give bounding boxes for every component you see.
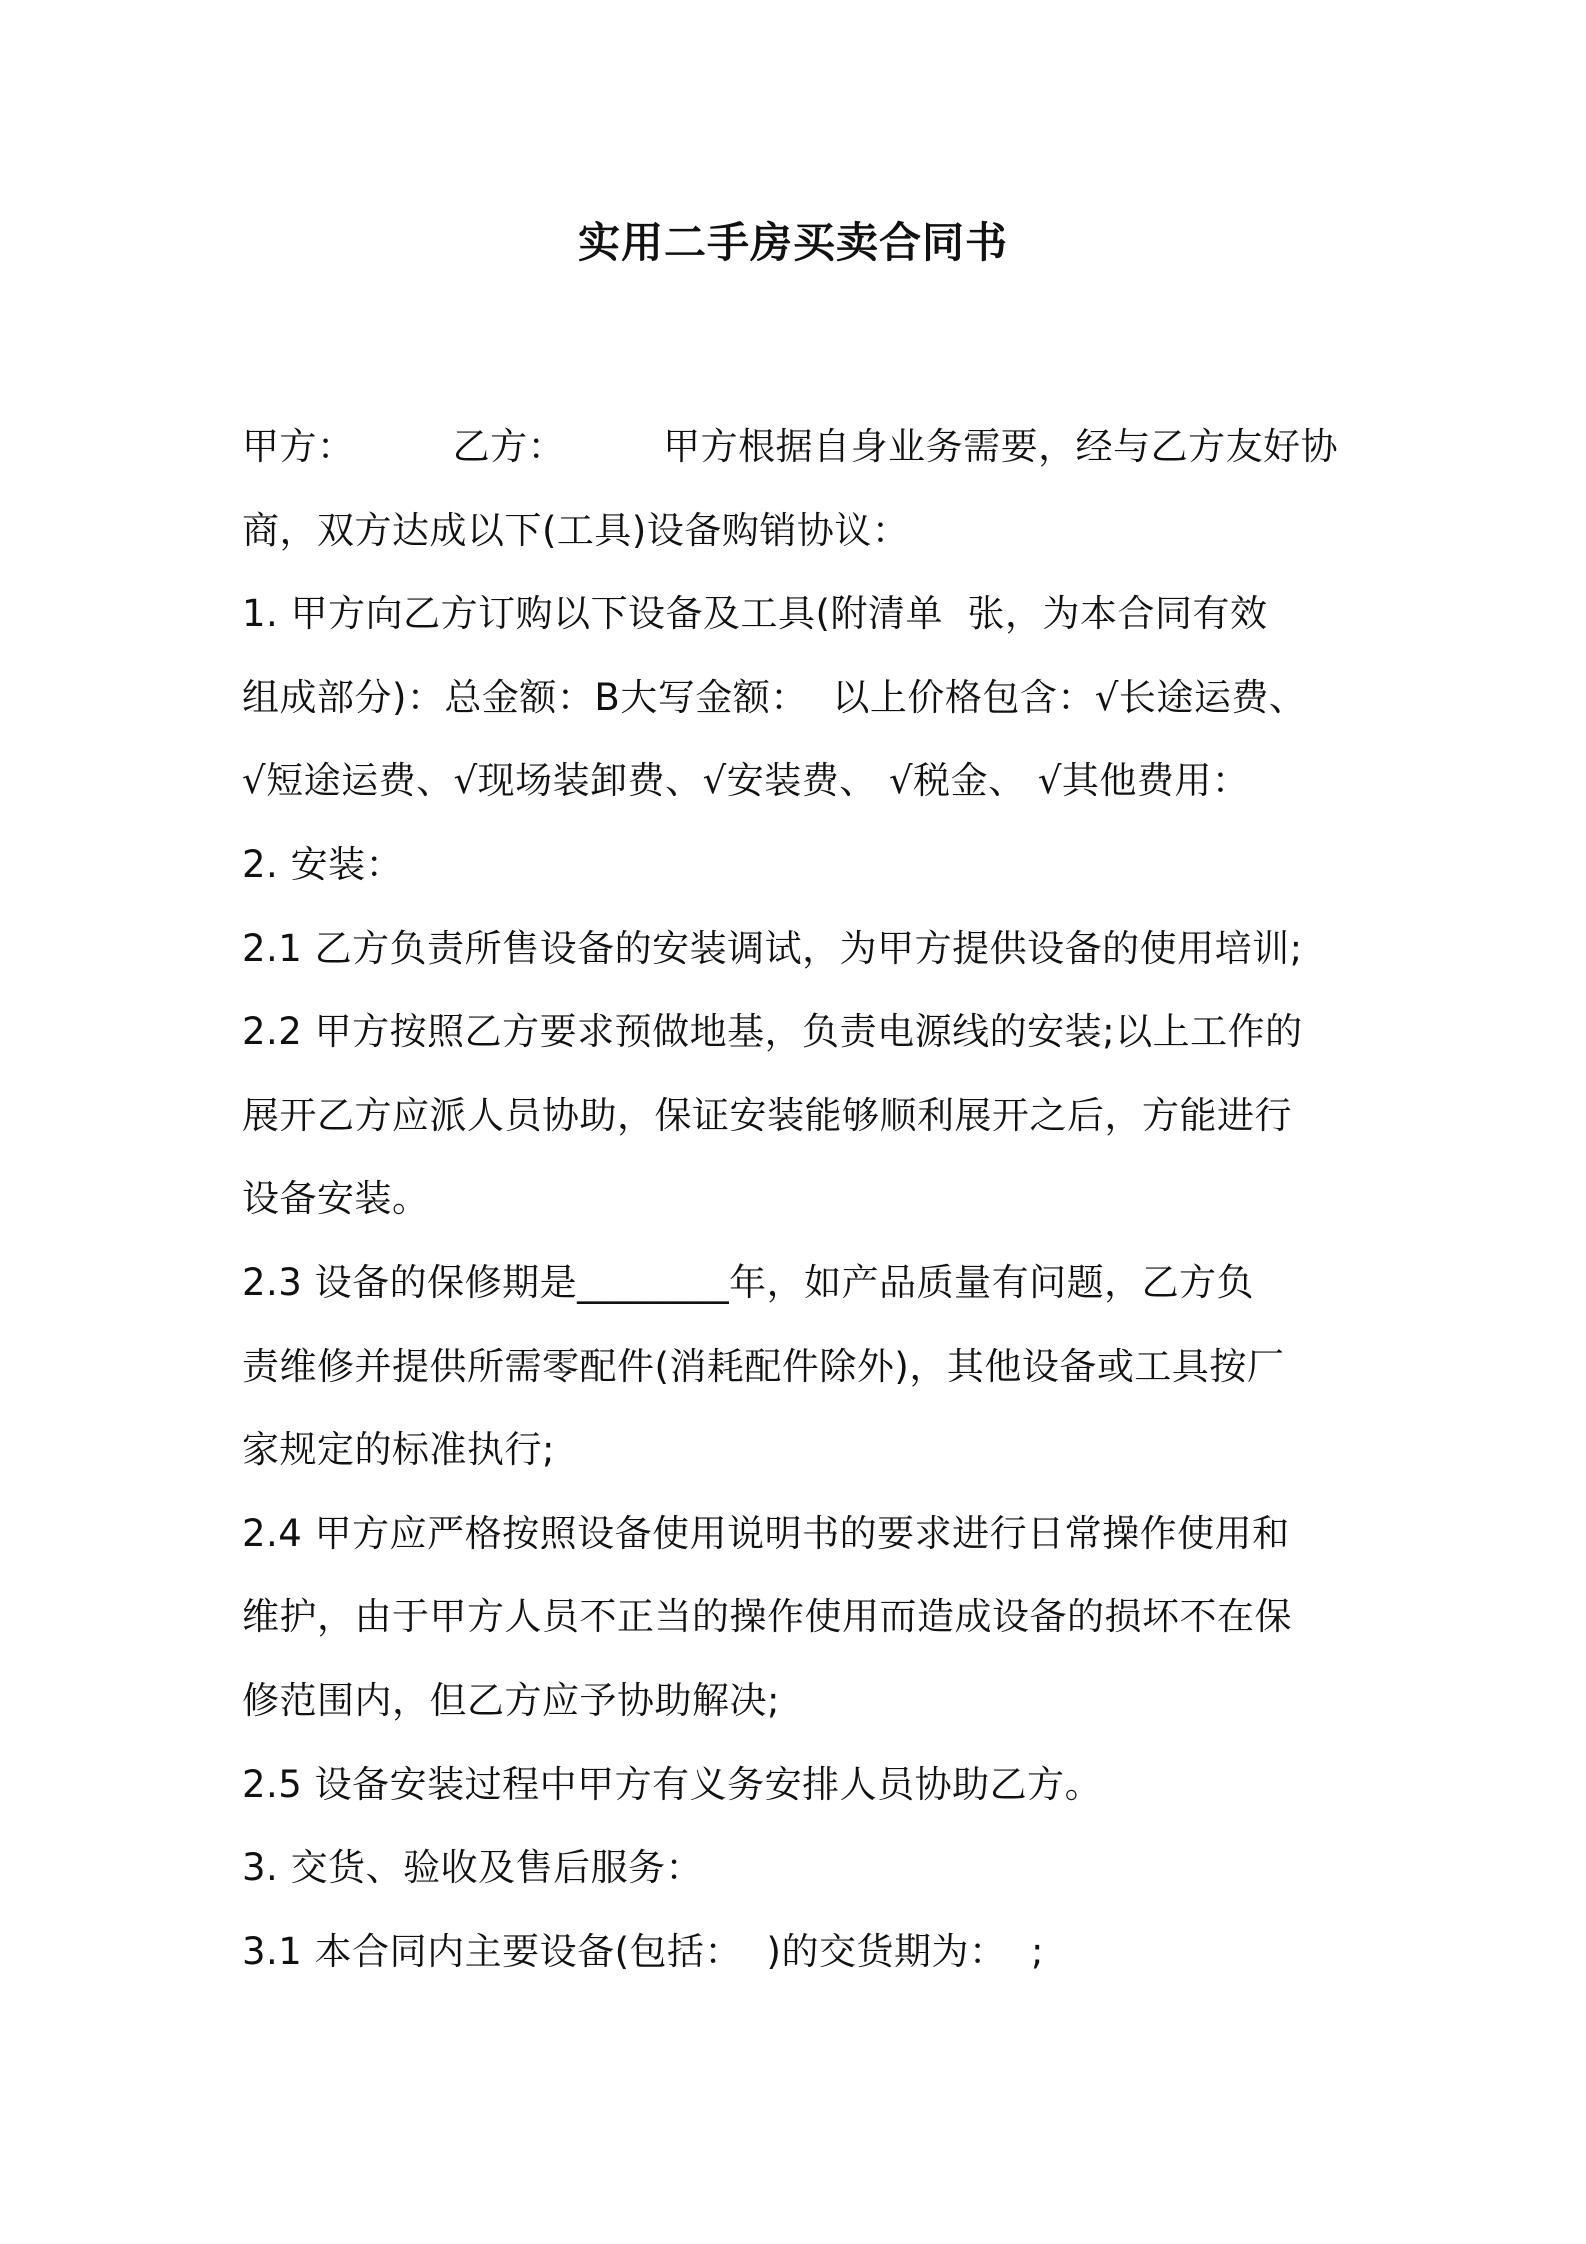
body-line: 甲方： 乙方： 甲方根据自身业务需要，经与乙方友好协 [242,425,1339,468]
document-title: 实用二手房买卖合同书 [577,218,1008,267]
body-line: 2.4 甲方应严格按照设备使用说明书的要求进行日常操作使用和 [242,1511,1290,1555]
body-line: 商，双方达成以下(工具)设备购销协议： [242,508,910,552]
body-line: 3. 交货、验收及售后服务： [242,1846,704,1890]
body-line: 3.1 本合同内主要设备(包括： )的交货期为： ; [242,1929,1044,1973]
body-line: 设备安装。 [242,1177,430,1221]
body-line: 2.1 乙方负责所售设备的安装调试，为甲方提供设备的使用培训; [242,926,1303,970]
body-line: 修范围内，但乙方应予协助解决; [242,1678,780,1722]
body-line: 展开乙方应派人员协助，保证安装能够顺利展开之后，方能进行 [242,1093,1292,1137]
body-line: √短途运费、√现场装卸费、√安装费、 √税金、 √其他费用： [242,759,1250,803]
body-line: 2. 安装： [242,842,404,886]
body-line: 家规定的标准执行; [242,1428,555,1472]
body-line: 组成部分)：总金额：B大写金额： 以上价格包含：√长途运费、 [242,675,1307,719]
body-line: 责维修并提供所需零配件(消耗配件除外)，其他设备或工具按厂 [242,1344,1285,1388]
body-line: 2.2 甲方按照乙方要求预做地基，负责电源线的安装;以上工作的 [242,1010,1303,1054]
body-line: 维护，由于甲方人员不正当的操作使用而造成设备的损坏不在保 [242,1595,1292,1639]
body-line: 1. 甲方向乙方订购以下设备及工具(附清单 张，为本合同有效 [242,592,1268,636]
document-body [242,405,1352,1993]
body-line: 2.5 设备安装过程中甲方有义务安排人员协助乙方。 [242,1762,1103,1806]
body-line: 2.3 设备的保修期是________年，如产品质量有问题，乙方负 [242,1260,1255,1304]
